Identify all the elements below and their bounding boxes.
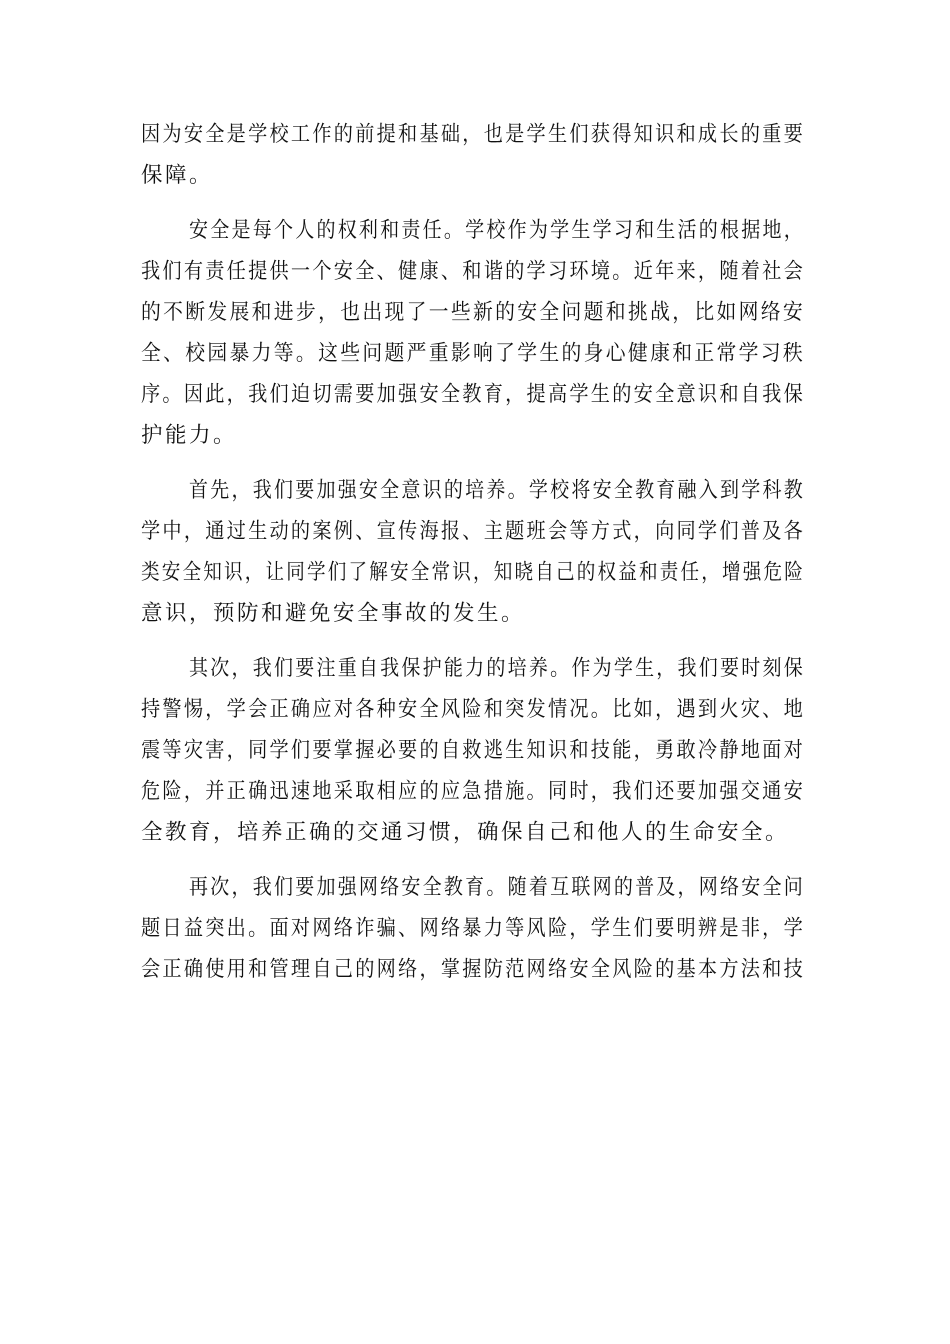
text-line: 全、校园暴力等。这些问题严重影响了学生的身心健康和正常学习秩 bbox=[141, 341, 806, 366]
paragraph-first-line: 其次，我们要注重自我保护能力的培养。作为学生，我们要时刻保 bbox=[189, 656, 806, 681]
paragraph-first-line: 首先，我们要加强安全意识的培养。学校将安全教育融入到学科教 bbox=[189, 478, 806, 503]
text-line: 危险，并正确迅速地采取相应的应急措施。同时，我们还要加强交通安 bbox=[141, 779, 806, 804]
text-line: 序。因此，我们迫切需要加强安全教育，提高学生的安全意识和自我保 bbox=[141, 382, 806, 407]
text-line: 震等灾害，同学们要掌握必要的自救逃生知识和技能，勇敢冷静地面对 bbox=[141, 738, 806, 763]
text-line: 题日益突出。面对网络诈骗、网络暴力等风险，学生们要明辨是非，学 bbox=[141, 916, 806, 941]
text-line: 意识，预防和避免安全事故的发生。 bbox=[141, 601, 526, 626]
text-line: 的不断发展和进步，也出现了一些新的安全问题和挑战，比如网络安 bbox=[141, 300, 806, 325]
paragraph-first-line: 再次，我们要加强网络安全教育。随着互联网的普及，网络安全问 bbox=[189, 875, 806, 900]
text-line: 类安全知识，让同学们了解安全常识，知晓自己的权益和责任，增强危险 bbox=[141, 560, 806, 585]
text-line: 持警惕，学会正确应对各种安全风险和突发情况。比如，遇到火灾、地 bbox=[141, 697, 806, 722]
text-line: 因为安全是学校工作的前提和基础，也是学生们获得知识和成长的重要 bbox=[141, 122, 806, 147]
text-line: 护能力。 bbox=[141, 423, 238, 448]
text-line: 我们有责任提供一个安全、健康、和谐的学习环境。近年来，随着社会 bbox=[141, 259, 806, 284]
text-line: 全教育，培养正确的交通习惯，确保自己和他人的生命安全。 bbox=[141, 820, 790, 845]
text-line: 保障。 bbox=[141, 163, 214, 188]
paragraph-first-line: 安全是每个人的权利和责任。学校作为学生学习和生活的根据地， bbox=[189, 218, 806, 243]
text-line: 学中，通过生动的案例、宣传海报、主题班会等方式，向同学们普及各 bbox=[141, 519, 806, 544]
text-line: 会正确使用和管理自己的网络，掌握防范网络安全风险的基本方法和技 bbox=[141, 957, 806, 982]
